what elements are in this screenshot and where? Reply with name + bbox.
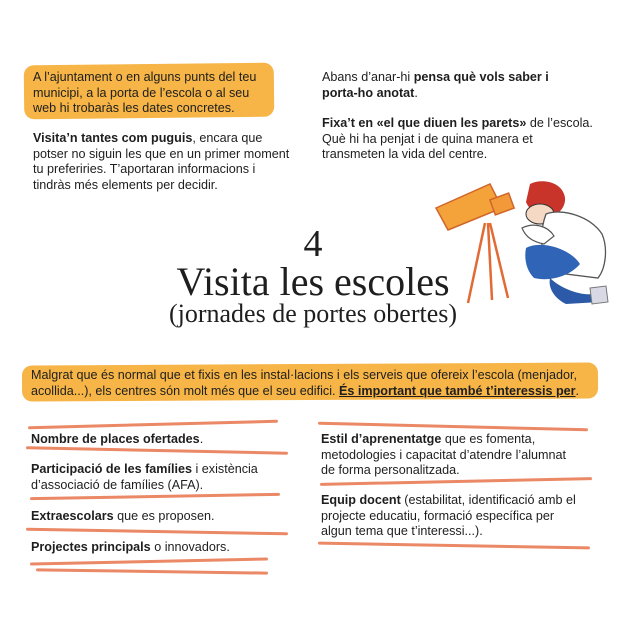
page-title: Visita les escoles: [176, 259, 450, 304]
intro-end: .: [575, 383, 580, 398]
list-item-places: [31, 432, 271, 448]
list-item-text: que es proposen.: [113, 509, 215, 523]
telescope-child-illustration: [430, 178, 610, 308]
list-item-extracurricular: [31, 509, 271, 525]
period: .: [414, 85, 418, 100]
before-going-text: Abans d’anar-hi: [322, 70, 414, 84]
list-item-label: Estil d’aprenentatge: [321, 432, 442, 446]
list-item-text: que es fomenta, metodologies i capacitat d’atendre l’alumnat de forma personalitzada.: [321, 432, 567, 478]
list-item-projects: [31, 540, 271, 556]
list-item-learning-style: [321, 432, 581, 479]
walls-emphasis: Fixa’t en «el que diuen les parets»: [322, 116, 527, 130]
child-icon: [522, 181, 608, 304]
visit-many-text: , encara que potser no siguin les que en un primer moment tu preferiries. T’aportaran informacions i tindràs més elements per decidir.: [33, 131, 290, 192]
page-subtitle: (jornades de portes obertes): [168, 299, 458, 328]
intro-paragraph: [31, 368, 597, 399]
section-number: 4: [303, 223, 323, 265]
telescope-icon: [436, 184, 514, 303]
list-item-families: [31, 462, 271, 493]
intro-emphasis: És important que també t’interessis per: [339, 383, 576, 398]
list-item-label: Nombre de places ofertades: [31, 432, 200, 446]
intro-text: Malgrat que és normal que et fixis en les instal·lacions i els serveis que ofereix l’escola (menjador, acollida...), els centres són molt més que el seu edifici.: [31, 368, 577, 398]
top-left-paragraph-1: A l’ajuntament o en alguns punts del teu municipi, a la porta de l’escola o al seu web hi trobaràs les dates concretes.: [33, 70, 257, 116]
top-left-paragraph-2: [33, 131, 295, 193]
list-item-label: Participació de les famílies: [31, 462, 192, 476]
list-item-label: Projectes principals: [31, 540, 151, 554]
top-right-paragraph-2: [322, 116, 594, 163]
walls-text: de l’escola. Què hi ha penjat i de quina manera et transmeten la vida del centre.: [322, 116, 593, 162]
list-item-text: o innovadors.: [150, 540, 230, 554]
list-item-label: Extraescolars: [31, 509, 114, 523]
think-emphasis: pensa què vols saber i porta-ho anotat: [322, 70, 549, 100]
list-item-text: (estabilitat, identificació amb el projecte educatiu, formació específica per algun tema que t’interessi...).: [321, 493, 576, 539]
list-item-text: .: [199, 432, 204, 446]
list-item-text: i existència d’associació de famílies (AFA).: [31, 462, 258, 492]
top-right-paragraph-1: [322, 70, 550, 101]
list-item-teaching-staff: [321, 493, 581, 540]
visit-many-emphasis: Visita’n tantes com puguis: [33, 131, 193, 145]
list-item-label: Equip docent: [321, 493, 401, 507]
